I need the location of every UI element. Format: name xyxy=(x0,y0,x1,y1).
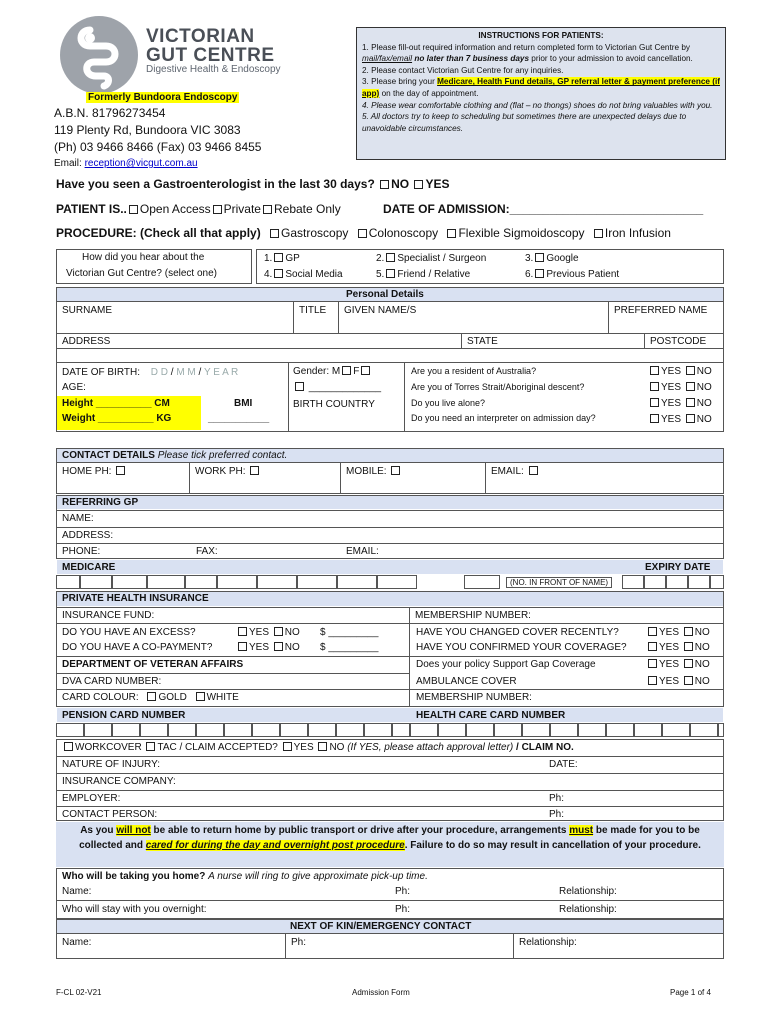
copay-amount[interactable]: $ _________ xyxy=(320,642,379,653)
confirmed-coverage-question: HAVE YOU CONFIRMED YOUR COVERAGE? xyxy=(416,642,627,653)
bmi-field[interactable]: ___________ xyxy=(208,413,270,424)
overnight-field[interactable]: Who will stay with you overnight: xyxy=(62,904,207,915)
changed-cover-question: HAVE YOU CHANGED COVER RECENTLY? xyxy=(416,627,619,638)
hear-previous[interactable]: 6. Previous Patient xyxy=(525,269,620,280)
transport-notice: As you will not be able to return home by public transport or drive after your procedure, arrangements must be made for you to be collected and cared for during the day and overnight post procedure. Failure to do so may result in cancellation of your procedure. xyxy=(79,825,701,851)
gastro-yes-checkbox[interactable] xyxy=(414,180,423,189)
resident-yes-no[interactable]: YES NO xyxy=(648,366,712,377)
preferred-name-label[interactable]: PREFERRED NAME xyxy=(614,305,708,316)
membership-number-2-field[interactable]: MEMBERSHIP NUMBER: xyxy=(416,692,532,703)
insurance-company-field[interactable]: INSURANCE COMPANY: xyxy=(62,776,176,787)
clinic-address: 119 Plenty Rd, Bundoora VIC 3083 xyxy=(54,123,241,137)
form-code: F-CL 02-V21 xyxy=(56,988,102,997)
medicare-expiry-boxes[interactable] xyxy=(622,575,724,589)
excess-amount[interactable]: $ _________ xyxy=(320,627,379,638)
ambulance-yes-no[interactable]: YES NO xyxy=(646,676,710,687)
procedure-row: PROCEDURE: (Check all that apply) Gastroscopy Colonoscopy Flexible Sigmoidoscopy Iron Infusion xyxy=(56,226,671,240)
bmi-label: BMI xyxy=(234,398,253,409)
pension-number-boxes[interactable] xyxy=(56,723,410,737)
sigmoidoscopy-checkbox[interactable] xyxy=(447,229,456,238)
employer-field[interactable]: EMPLOYER: xyxy=(62,793,121,804)
dob-field[interactable]: DATE OF BIRTH: D D / M M / Y E A R xyxy=(62,367,239,378)
taking-home-question: Who will be taking you home? A nurse will ring to give approximate pick-up time. xyxy=(62,871,428,882)
address-label[interactable]: ADDRESS xyxy=(62,336,111,347)
interpreter-yes-no[interactable]: YES NO xyxy=(648,414,712,425)
contact-person-ph-field[interactable]: Ph: xyxy=(549,809,565,820)
birth-country-label[interactable]: BIRTH COUNTRY xyxy=(293,399,375,410)
instruction-1: 1. Please fill-out required information and return completed form to Victorian Gut Centre by mail/fax/email no later than 7 business days prior to your admission to avoid cancellation. xyxy=(362,42,693,64)
medicare-band xyxy=(57,560,723,574)
torres-question: Are you of Torres Strait/Aboriginal descent? xyxy=(411,382,585,392)
instruction-3: 3. Please bring your Medicare, Health Fund details, GP referral letter & payment preference (if app) on the day of appointment. xyxy=(362,77,720,98)
state-label[interactable]: STATE xyxy=(467,336,498,347)
contact-email-field[interactable]: EMAIL: xyxy=(491,466,540,477)
gp-email-field[interactable]: EMAIL: xyxy=(346,546,379,557)
patient-is: PATIENT IS.. Open Access Private Rebate Only xyxy=(56,202,341,216)
abn: A.B.N. 81796273454 xyxy=(54,106,166,120)
instruction-4: 4. Please wear comfortable clothing and (flat – no thongs) shoes do not bring valuables with you. xyxy=(362,100,713,110)
brand-tagline: Digestive Health & Endoscopy xyxy=(146,64,281,75)
logo-mark xyxy=(60,16,138,94)
gp-band xyxy=(57,496,723,509)
title-label[interactable]: TITLE xyxy=(299,305,327,316)
excess-yes-no[interactable]: YES NO xyxy=(236,627,300,638)
hear-friend[interactable]: 5. Friend / Relative xyxy=(376,269,471,280)
torres-yes-no[interactable]: YES NO xyxy=(648,382,712,393)
gp-fax-field[interactable]: FAX: xyxy=(196,546,218,557)
instruction-2: 2. Please contact Victorian Gut Centre for any inquiries. xyxy=(362,65,564,75)
nok-title: NEXT OF KIN/EMERGENCY CONTACT xyxy=(290,921,472,932)
ambulance-cover-question: AMBULANCE COVER xyxy=(416,676,517,687)
gap-yes-no[interactable]: YES NO xyxy=(646,659,710,670)
medicare-expiry-title: EXPIRY DATE xyxy=(645,562,711,573)
instructions-title: INSTRUCTIONS FOR PATIENTS: xyxy=(478,31,604,40)
clinic-email: Email: reception@vicgut.com.au xyxy=(54,158,198,169)
rebate-checkbox[interactable] xyxy=(263,205,272,214)
overnight-relationship-field[interactable]: Relationship: xyxy=(559,904,617,915)
live-alone-question: Do you live alone? xyxy=(411,398,486,408)
colonoscopy-checkbox[interactable] xyxy=(358,229,367,238)
gap-coverage-question: Does your policy Support Gap Coverage xyxy=(416,659,596,670)
membership-number-field[interactable]: MEMBERSHIP NUMBER: xyxy=(415,610,531,621)
iron-infusion-checkbox[interactable] xyxy=(594,229,603,238)
postcode-label[interactable]: POSTCODE xyxy=(650,336,707,347)
medicare-number-boxes[interactable] xyxy=(56,575,417,589)
overnight-ph-field[interactable]: Ph: xyxy=(395,904,411,915)
gp-name-field[interactable]: NAME: xyxy=(62,513,94,524)
formerly-note: Formerly Bundoora Endoscopy xyxy=(88,92,238,103)
home-ph-field[interactable]: HOME PH: xyxy=(62,466,127,477)
instruction-5: 5. All doctors try to keep to scheduling but sometimes there are unexpected delays due to unavoidable circumstances. xyxy=(362,112,687,133)
copay-question: DO YOU HAVE A CO-PAYMENT? xyxy=(62,642,213,653)
interpreter-question: Do you need an interpreter on admission day? xyxy=(411,413,596,423)
date-of-admission-field[interactable]: DATE OF ADMISSION:_____________________________ xyxy=(383,202,704,216)
form-name: Admission Form xyxy=(352,988,410,997)
alone-yes-no[interactable]: YES NO xyxy=(648,398,712,409)
hear-question-1: How did you hear about the xyxy=(82,252,205,263)
workcover-row[interactable]: WORKCOVER TAC / CLAIM ACCEPTED? YES NO (If YES, please attach approval letter) / CLAIM NO. xyxy=(62,742,574,753)
work-ph-field[interactable]: WORK PH: xyxy=(195,466,261,477)
confirmed-yes-no[interactable]: YES NO xyxy=(646,642,710,653)
personal-title: Personal Details xyxy=(346,289,424,300)
nok-relationship-field[interactable]: Relationship: xyxy=(519,937,577,948)
private-checkbox[interactable] xyxy=(213,205,222,214)
healthcare-title: HEALTH CARE CARD NUMBER xyxy=(416,710,566,721)
hear-google[interactable]: 3. Google xyxy=(525,253,579,264)
page-number: Page 1 of 4 xyxy=(670,988,711,997)
surname-label[interactable]: SURNAME xyxy=(62,305,113,316)
dva-card-field[interactable]: DVA CARD NUMBER: xyxy=(62,676,162,687)
hear-specialist[interactable]: 2. Specialist / Surgeon xyxy=(376,253,487,264)
employer-ph-field[interactable]: Ph: xyxy=(549,793,565,804)
home-ph-field[interactable]: Ph: xyxy=(395,886,411,897)
gender-other-field[interactable]: _____________ xyxy=(293,382,381,393)
given-name-label[interactable]: GIVEN NAME/S xyxy=(344,305,417,316)
gender-field[interactable]: Gender: M F xyxy=(293,366,372,377)
medicare-ref-label: (NO. IN FRONT OF NAME) xyxy=(506,577,612,588)
mobile-field[interactable]: MOBILE: xyxy=(346,466,402,477)
nok-name-field[interactable]: Name: xyxy=(62,937,92,948)
nok-ph-field[interactable]: Ph: xyxy=(291,937,307,948)
height-field[interactable]: Height __________ CM xyxy=(62,398,170,409)
email-link[interactable]: reception@vicgut.com.au xyxy=(84,158,198,169)
gastroscopy-checkbox[interactable] xyxy=(270,229,279,238)
hear-gp[interactable]: 1. GP xyxy=(264,253,300,264)
gut-logo-icon xyxy=(60,16,138,94)
excess-question: DO YOU HAVE AN EXCESS? xyxy=(62,627,196,638)
gastro-question: Have you seen a Gastroenterologist in the last 30 days? NO YES xyxy=(56,177,450,191)
gp-title: REFERRING GP xyxy=(62,497,139,508)
brand-line1: VICTORIAN xyxy=(146,26,255,47)
brand-line2: GUT CENTRE xyxy=(146,45,275,66)
home-relationship-field[interactable]: Relationship: xyxy=(559,886,617,897)
insurance-fund-field[interactable]: INSURANCE FUND: xyxy=(62,610,155,621)
phi-title: PRIVATE HEALTH INSURANCE xyxy=(62,593,209,604)
pension-title: PENSION CARD NUMBER xyxy=(62,710,186,721)
open-access-checkbox[interactable] xyxy=(129,205,138,214)
resident-question: Are you a resident of Australia? xyxy=(411,366,537,376)
home-name-field[interactable]: Name: xyxy=(62,886,92,897)
weight-field[interactable]: Weight __________ KG xyxy=(62,413,172,424)
medicare-ref-box[interactable] xyxy=(464,575,500,589)
gastro-no-checkbox[interactable] xyxy=(380,180,389,189)
dva-title: DEPARTMENT OF VETERAN AFFAIRS xyxy=(62,659,244,670)
clinic-phone: (Ph) 03 9466 8466 (Fax) 03 9466 8455 xyxy=(54,140,262,154)
injury-date-field[interactable]: DATE: xyxy=(549,759,578,770)
changed-yes-no[interactable]: YES NO xyxy=(646,627,710,638)
injury-field[interactable]: NATURE OF INJURY: xyxy=(62,759,160,770)
hear-social[interactable]: 4. Social Media xyxy=(264,269,343,280)
contact-title: CONTACT DETAILS Please tick preferred contact. xyxy=(62,450,288,461)
copay-yes-no[interactable]: YES NO xyxy=(236,642,300,653)
card-colour-field[interactable]: CARD COLOUR: GOLD WHITE xyxy=(62,692,239,703)
medicare-title: MEDICARE xyxy=(62,562,116,573)
instructions-box xyxy=(356,27,726,160)
healthcare-number-boxes[interactable] xyxy=(410,723,724,737)
age-field[interactable]: AGE: xyxy=(62,382,86,393)
gp-address-field[interactable]: ADDRESS: xyxy=(62,530,114,541)
gp-phone-field[interactable]: PHONE: xyxy=(62,546,101,557)
contact-person-field[interactable]: CONTACT PERSON: xyxy=(62,809,158,820)
hear-question-2: Victorian Gut Centre? (select one) xyxy=(66,268,218,279)
